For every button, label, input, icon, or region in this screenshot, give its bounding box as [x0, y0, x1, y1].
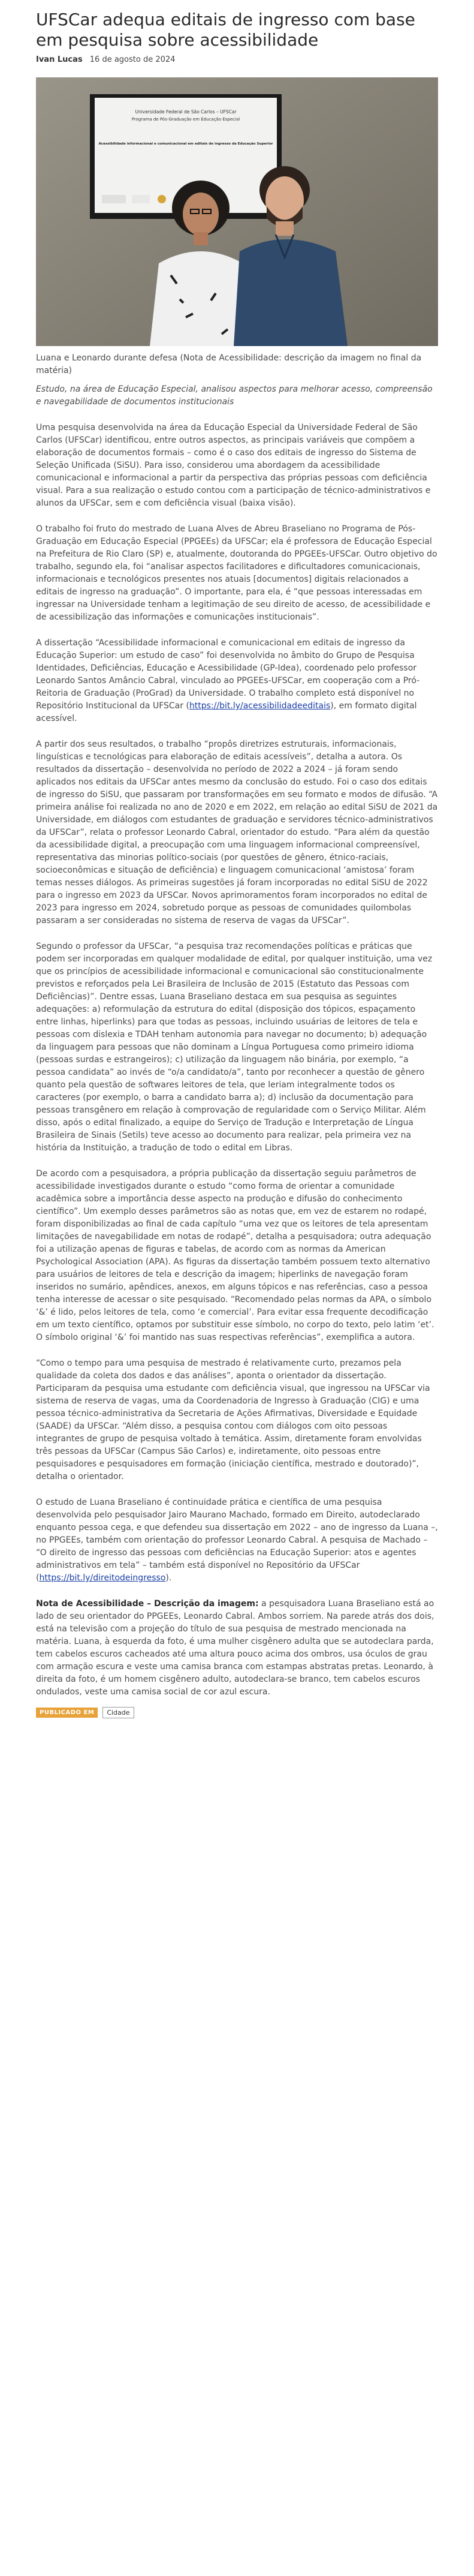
paragraph-4: A partir dos seus resultados, o trabalho “propôs diretrizes estruturais, informacionais, linguísticas e tecnológicas para elaboração de editais acessíveis”, detalha a autora. Os resultados da dissertação – desenvolvida no período de 2022 a 2024 – já foram sendo aplicados nos editais da UFSCar antes mesmo da conclusão do estudo. Foi o caso dos editais de ingresso do SiSU, que passaram por transformações em seu formato e modos de difusão. “A primeira análise foi realizada no ano de 2020 e em 2022, em relação ao edital SiSU de 2021 da Universidade, em diálogos com estudantes de graduação e servidores técnico-administrativos da UFSCar”, relata o professor Leonardo Cabral, orientador do estudo. “Para além da questão da acessibilidade digital, a preocupação com uma linguagem informacional compreensível, representativa das minorias político-sociais (por questões de gênero, étnico-raciais, socioeconômicas e situação de deficiência) e linguagem comunicacional ‘amistosa’ foram temas nesses diálogos. As primeiras sugestões já foram incorporadas no edital SiSU de 2022 para o ingresso em 2023 da UFSCar. Novos aprimoramentos foram incorporados no edital de 2023 para ingresso em 2024, sobretudo porque as pessoas de comunidades quilombolas passaram a ser consideradas no sistema de reserva de vagas da UFSCar”. [36, 740, 438, 925]
paragraph-1: Uma pesquisa desenvolvida na área da Educação Especial da Universidade Federal de São Carlos (UFSCar) identificou, entre outros aspectos, as principais variáveis que compõem a elaboração de documentos formais – como é o caso dos editais de ingresso do Sistema de Seleção Unificada (SiSU). Para isso, considerou uma abordagem da acessibilidade comunicacional e informacional a partir da perspectiva das próprias pessoas com deficiência visual. Para a sua realização o estudo contou com a participação de técnico-administrativos e alunos da UFSCar, sem e com deficiência visual (baixa visão). [36, 423, 431, 508]
article [36, 10, 438, 1718]
article-body [36, 422, 438, 1585]
accessibility-note [36, 1598, 438, 1699]
paragraph-5: Segundo o professor da UFSCar, “a pesquisa traz recomendações políticas e práticas que podem ser incorporadas em qualquer modalidade de edital, por qualquer instituição, uma vez que os princípios de acessibilidade informacional e comunicacional são constitucionalmente previstos e reforçados pela Lei Brasileira de Inclusão de 2015 (Estatuto das Pessoas com Deficiências)”. Dentre essas, Luana Braseliano destaca em sua pesquisa as seguintes adequações: a) reformulação da estrutura do edital (disposição dos tópicos, espaçamento entre linhas, hiperlinks) para que todas as pessoas, incluindo usuárias de leitores de tela e pessoas com dislexia e TDAH tenham autonomia para navegar no documento; b) adequação da linguagem para pessoas que não dominam a Língua Portuguesa como primeiro idioma (pessoas surdas e estrangeiros); c) utilização da linguagem não binária, por exemplo, “a pessoa candidata” ao invés de “o/a candidato/a”, tanto por reconhecer a questão de gênero quanto pela questão de softwares leitores de tela, que leriam integralmente todos os caracteres (por exemplo, o barra a candidato barra a); d) inclusão da documentação para pessoas transgênero em relação à comprovação de regularidade com o Serviço Militar. Além disso, após o edital finalizado, a equipe do Serviço de Tradução e Interpretação de Língua Brasileira de Sinais (Setils) teve acesso ao documento para realizar, pela primeira vez na história da Instituição, a tradução de todo o edital em Libras. [36, 942, 433, 1153]
publish-date: 16 de agosto de 2024 [89, 55, 176, 64]
article-title: UFSCar adequa editais de ingresso com base em pesquisa sobre acessibilidade [36, 10, 415, 50]
dissertation-link[interactable]: https://bit.ly/acessibilidadeeditais [189, 701, 331, 711]
slide-logo-2 [132, 195, 150, 203]
accessibility-note-text: a pesquisadora Luana Braseliano está ao lado de seu orientador do PPGEEs, Leonardo Cabral. Ambos sorriem. Na parede atrás dos dois, está na televisão com a projeção do título de sua pesquisa de mestrado mencionada na matéria. Luana, à esquerda da foto, é uma mulher cisgênero adulta que se autodeclara parda, tem cabelos escuros cacheados até uma altura pouco acima dos ombros, usa óculos de grau com armação escura e veste uma camisa branca com estampas abstratas pretas. Leonardo, à direita da foto, é um homem cisgênero adulto, autodeclara-se branco, tem cabelos escuros ondulados, veste uma camisa social de cor azul escura. [36, 1599, 434, 1697]
article-photo [36, 77, 438, 346]
published-in-badge: PUBLICADO EM [36, 1708, 98, 1718]
paragraph-2: O trabalho foi fruto do mestrado de Luana Alves de Abreu Braseliano no Programa de Pós-Graduação em Educação Especial (PPGEEs) da UFSCar; ela é professora de Educação Especial na Prefeitura de Rio Claro (SP) e, atualmente, doutoranda do PPGEEs-UFSCar. Outro objetivo do trabalho, segundo ela, foi “analisar aspectos facilitadores e dificultadores comunicacionais, informacionais e tecnológicos presentes nos atuais [documentos] digitais relacionados a editais de ingresso na graduação”. O importante, para ela, é “que pessoas interessadas em ingressar na Universidade tenham a legitimação de seu direito de acesso, de acessibilidade e de acessibilização das informações e comunicações institucionais”. [36, 524, 437, 622]
slide-line-3: Acessibilidade informacional e comunicacional em editais de ingresso da Educação Superior [98, 142, 273, 146]
photo-illustration [36, 77, 438, 346]
paragraph-7: “Como o tempo para uma pesquisa de mestrado é relativamente curto, prezamos pela qualidade da coleta dos dados e das análises”, aponta o orientador da dissertação. Participaram da pesquisa uma estudante com deficiência visual, que ingressou na UFSCar via sistema de reserva de vagas, uma da Coordenadoria de Ingresso à Graduação (CIG) e uma pessoa técnico-administrativa da Secretaria de Ações Afirmativas, Diversidade e Equidade (SAADE) da UFSCar. “Além disso, a pesquisa contou com diálogos com oito pessoas integrantes de grupo de pesquisa voltado à temática. Assim, diretamente foram envolvidas três pessoas da UFSCar (Campus São Carlos) e, indiretamente, oito pessoas entre pesquisadores e pesquisadores em formação (iniciação científica, mestrado e doutorado)”, detalha o orientador. [36, 1358, 430, 1481]
repository-link[interactable]: https://bit.ly/direitodeingresso [39, 1573, 166, 1583]
article-tags [36, 1707, 438, 1718]
slide-line-2: Programa de Pós-Graduação em Educação Especial [131, 117, 240, 122]
photo-caption: Luana e Leonardo durante defesa (Nota de Acessibilidade: descrição da imagem no final da matéria) [36, 353, 422, 375]
paragraph-3-end: ), em formato digital acessível. [36, 701, 417, 723]
article-meta [36, 55, 438, 64]
paragraph-8 [36, 1496, 438, 1585]
slide-logo-1 [102, 195, 126, 203]
accessibility-note-title: Nota de Acessibilidade – Descrição da imagem: [36, 1599, 259, 1609]
paragraph-8-text: O estudo de Luana Braseliano é continuidade prática e científica de uma pesquisa desenvolvida pelo pesquisador Jairo Maurano Machado, formado em Direito, autodeclarado enquanto pessoa cega, e que defendeu sua dissertação em 2022 – ano de ingresso da Luana –, no PPGEEs, também com orientação do professor Leonardo Cabral. A pesquisa de Machado – “O direito de ingresso das pessoas com deficiências na Educação Superior: atos e agentes administrativos em tela” – também está disponível no Repositório da UFSCar ( [36, 1498, 438, 1583]
slide-logo-3 [158, 195, 166, 203]
paragraph-3-text: A dissertação “Acessibilidade informacional e comunicacional em editais de ingresso da Educação Superior: um estudo de caso” foi desenvolvida no âmbito do Grupo de Pesquisa Identidades, Deficiências, Educação e Acessibilidade (GP-Idea), coordenado pelo professor Leonardo Santos Amâncio Cabral, vinculado ao PPGEEs-UFSCar, em cooperação com a Pró-Reitoria de Graduação (ProGrad) da Universidade. O trabalho completo está disponível no Repositório Institucional da UFSCar ( [36, 638, 420, 711]
author-link[interactable]: Ivan Lucas [36, 55, 83, 64]
slide-line-1: Universidade Federal de São Carlos – UFSCar [135, 109, 237, 115]
paragraph-8-end: ). [165, 1573, 172, 1583]
paragraph-3 [36, 637, 438, 725]
article-lead: Estudo, na área de Educação Especial, analisou aspectos para melhorar acesso, compreensão e navegabilidade de documentos institucionais [36, 384, 433, 407]
paragraph-6: De acordo com a pesquisadora, a própria publicação da dissertação seguiu parâmetros de acessibilidade investigados durante o estudo “como forma de orientar a comunidade acadêmica sobre a importância desse aspecto na produção e difusão do conhecimento científico”. Um exemplo desses parâmetros são as notas que, em vez de estarem no rodapé, foram disponibilizadas ao final de cada capítulo “uma vez que os leitores de tela apresentam limitações de navegabilidade em notas de rodapé”, detalha a pesquisadora; outra adequação foi a utilização apenas de figuras e tabelas, de acordo com as normas da American Psychological Association (APA). As figuras da dissertação também possuem texto alternativo para usuários de leitores de tela e descrição da imagem; hiperlinks de navegação foram inseridos no sumário, apêndices, anexos, em alguns tópicos e nas referências, caso a pessoa tenha interesse de acessar o site pesquisado. “Recomendado pelas normas da APA, o símbolo ‘&’ é lido, pelos leitores de tela, como ‘e comercial’. Para evitar essa frequente decodificação em um texto científico, optamos por substituir esse símbolo, no corpo do texto, pelo latim ‘et’. O símbolo original ‘&’ foi mantido nas suas respectivas referências”, exemplifica a autora. [36, 1169, 434, 1342]
category-tag[interactable]: Cidade [102, 1707, 134, 1718]
